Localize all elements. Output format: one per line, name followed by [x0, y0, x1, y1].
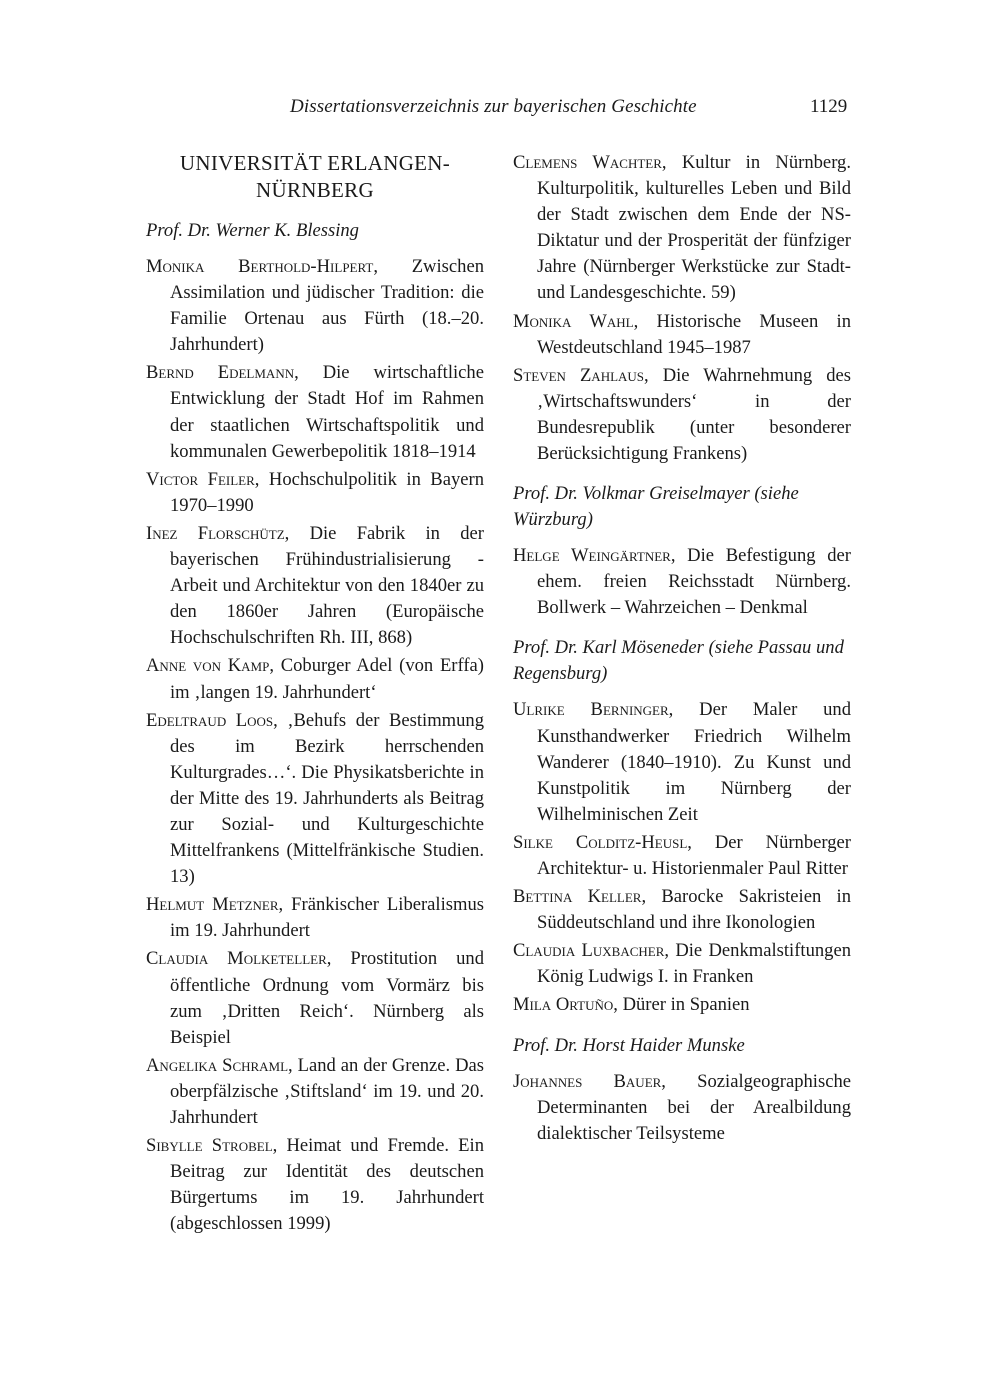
entry-title: Die Denkmalstiftungen König Ludwigs I. in Franken [537, 940, 852, 988]
entry-author: Helmut Metzner, [146, 894, 284, 916]
dissertation-entry [513, 363, 851, 467]
entry-title: Die wirtschaftliche Entwicklung der Stadt Hof im Rahmen der staatlichen Wirtschaftspolitik und kommunalen Gewerbepolitik 1818–1914 [170, 362, 484, 462]
dissertation-entry [513, 992, 851, 1018]
entry-title: Sozialgeographische Determinanten bei der Arealbildung dialektischer Teilsysteme [537, 1070, 852, 1144]
entry-author: Helge Weingärtner, [513, 545, 676, 567]
university-heading-line2: NÜRNBERG [256, 178, 374, 202]
entry-author: Ulrike Berninger, [513, 699, 674, 721]
right-column [513, 150, 851, 1149]
dissertation-entry [513, 938, 851, 990]
dissertation-entry [513, 830, 851, 882]
entry-author: Monika Berthold-Hilpert, [146, 256, 378, 277]
dissertation-entry [146, 708, 484, 891]
page-number: 1129 [810, 96, 848, 117]
entry-title: ‚Behufs der Bestimmung des im Bezirk herrschenden Kulturgrades…‘. Die Physikatsberichte in der Mitte des 19. Jahrhunderts als Beitrag zur Sozial- und Kulturgeschichte Mittelfrankens (Mittelfränkische Studien. 13) [170, 709, 485, 888]
entry-title: Der Maler und Kunsthandwerker Friedrich Wilhelm Wanderer (1840–1910). Zu Kunst und Kunstpolitik im Nürnberg der Wilhelminischen Zeit [537, 699, 851, 825]
university-heading-line1: UNIVERSITÄT ERLANGEN- [179, 151, 451, 175]
dissertation-entry [146, 467, 484, 519]
entry-author: Monika Wahl, [513, 310, 639, 332]
entry-title: Barocke Sakristeien in Süddeutschland und ihre Ikonologien [537, 886, 851, 934]
entry-title: Historische Museen in Westdeutschland 1945–1987 [537, 310, 851, 358]
entry-author: Victor Feiler, [146, 468, 260, 490]
entry-author: Silke Colditz-Heusl, [513, 831, 692, 853]
dissertation-entry [146, 946, 484, 1050]
entry-title: Die Befestigung der ehem. freien Reichsstadt Nürnberg. Bollwerk – Wahrzeichen – Denkmal [537, 545, 851, 619]
dissertation-entry [513, 150, 851, 307]
entry-author: Bettina Keller, [513, 886, 647, 908]
entry-author: Claudia Molketeller, [146, 948, 332, 970]
entry-title: Kultur in Nürnberg. Kulturpolitik, kulturelles Leben und Bild der Stadt zwischen dem Ende der NS-Diktatur und der Prosperität der fünfziger Jahre (Nürnberger Werkstücke zur Stadt- und Landesgeschichte. 59) [537, 152, 851, 304]
university-heading [146, 150, 484, 204]
entry-author: Angelika Schraml, [146, 1054, 293, 1076]
dissertation-entry [513, 543, 851, 621]
entry-author: Sibylle Strobel, [146, 1135, 278, 1157]
professor-heading: Prof. Dr. Werner K. Blessing [146, 220, 359, 241]
entry-author: Claudia Luxbacher, [513, 940, 670, 962]
dissertation-entry [513, 697, 851, 827]
dissertation-entry [146, 1133, 484, 1237]
professor-heading: Prof. Dr. Horst Haider Munske [513, 1034, 745, 1056]
running-head: Dissertationsverzeichnis zur bayerischen Geschichte [290, 96, 697, 117]
entry-author: Mila Ortuño, [513, 994, 618, 1016]
professor-heading: Prof. Dr. Volkmar Greiselmayer (siehe Würzburg) [513, 483, 799, 531]
entry-title: Land an der Grenze. Das oberpfälzische ‚Stiftsland‘ im 19. und 20. Jahrhundert [170, 1054, 484, 1128]
entry-title: Heimat und Fremde. Ein Beitrag zur Identität des deutschen Bürgertums im 19. Jahrhundert (abgeschlossen 1999) [170, 1135, 484, 1235]
dissertation-entry [513, 884, 851, 936]
dissertation-entry [146, 1053, 484, 1131]
entry-title: Fränkischer Liberalismus im 19. Jahrhundert [170, 894, 484, 942]
entry-author: Edeltraud Loos, [146, 709, 278, 731]
entry-title: Der Nürnberger Architektur- u. Historienmaler Paul Ritter [537, 831, 852, 879]
entry-author: Bernd Edelmann, [146, 362, 299, 384]
dissertation-entry [146, 521, 484, 651]
entry-title: Die Wahrnehmung des ‚Wirtschaftswunders‘ in der Bundesrepublik (unter besonderer Berücksichtigung Frankens) [537, 364, 851, 465]
dissertation-entry [146, 653, 484, 705]
dissertation-entry [146, 360, 484, 464]
entry-title: Zwischen Assimilation und jüdischer Tradition: die Familie Ortenau aus Fürth (18.–20. Jahrhundert) [170, 256, 484, 356]
entry-author: Steven Zahlaus, [513, 364, 649, 386]
professor-heading: Prof. Dr. Karl Möseneder (siehe Passau und Regensburg) [513, 637, 844, 685]
dissertation-entry [146, 254, 484, 358]
entry-author: Clemens Wachter, [513, 152, 667, 173]
entry-title: Hochschulpolitik in Bayern 1970–1990 [170, 468, 484, 516]
entry-title: Die Fabrik in der bayerischen Frühindustrialisierung - Arbeit und Architektur von den 1840er zu den 1860er Jahren (Europäische Hochschulschriften Rh. III, 868) [170, 522, 484, 649]
left-column [146, 150, 484, 1239]
dissertation-entry [513, 309, 851, 361]
entry-author: Johannes Bauer, [513, 1070, 666, 1092]
entry-title: Prostitution und öffentliche Ordnung vom Vormärz bis zum ‚Dritten Reich‘. Nürnberg als Beispiel [170, 948, 484, 1048]
entry-author: Inez Florschütz, [146, 522, 290, 544]
entry-title: Dürer in Spanien [617, 994, 750, 1016]
dissertation-entry [513, 1069, 851, 1147]
dissertation-entry [146, 892, 484, 944]
entry-title: Coburger Adel (von Erffa) im ‚langen 19. Jahrhundert‘ [170, 655, 484, 703]
entry-author: Anne von Kamp, [146, 655, 274, 677]
